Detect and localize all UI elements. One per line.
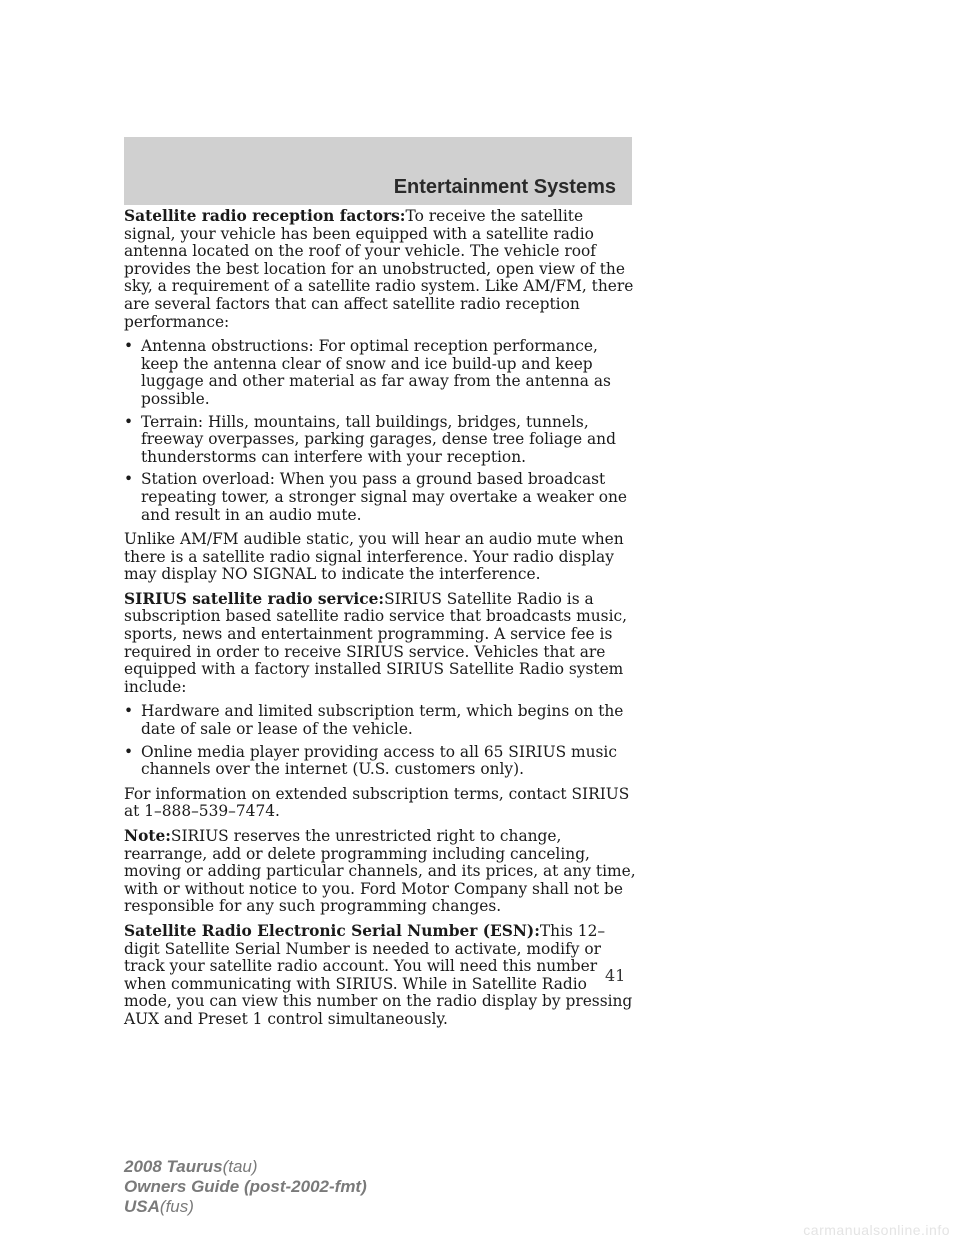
list-item-text: Hardware and limited subscription term, which begins on the date of sale or lease of the vehicle. bbox=[141, 702, 624, 739]
paragraph-label: Satellite radio reception factors: bbox=[124, 207, 406, 225]
list-item-text: Online media player providing access to all 65 SIRIUS music channels over the internet (U.S. customers only). bbox=[141, 742, 617, 779]
paragraph-contact-sirius: For information on extended subscription terms, contact SIRIUS at 1–888–539–7474. bbox=[124, 784, 630, 821]
document-footer bbox=[124, 1157, 367, 1217]
paragraph-audio-mute: Unlike AM/FM audible static, you will hear an audio mute when there is a satellite radio signal interference. Your radio display may display NO SIGNAL to indicate the interference. bbox=[124, 530, 624, 584]
paragraph-text: SIRIUS Satellite Radio is a subscription based satellite radio service that broadcasts music, sports, news and entertainment programming. A service fee is required in order to receive SIRIUS service. Vehicles that are equipped with a factory installed SIRIUS Satellite Radio system include: bbox=[124, 589, 628, 696]
paragraph-sirius-service bbox=[124, 591, 636, 697]
page-content bbox=[124, 208, 636, 1036]
footer-guide: Owners Guide (post-2002-fmt) bbox=[124, 1177, 367, 1196]
paragraph-esn bbox=[124, 923, 636, 1029]
section-header-band bbox=[124, 137, 632, 205]
footer-line bbox=[124, 1157, 367, 1177]
footer-model: 2008 Taurus bbox=[124, 1157, 223, 1176]
bullet-icon: • bbox=[124, 702, 134, 721]
bullet-icon: • bbox=[124, 742, 134, 761]
list-item-text: Terrain: Hills, mountains, tall buildings, bridges, tunnels, freeway overpasses, parking garages, dense tree foliage and thunderstorms can interfere with your reception. bbox=[141, 412, 616, 466]
page-number: 41 bbox=[605, 966, 626, 985]
paragraph-reception-factors bbox=[124, 208, 636, 331]
paragraph-label: Note: bbox=[124, 827, 171, 845]
paragraph-label: SIRIUS satellite radio service: bbox=[124, 589, 385, 608]
paragraph-text: To receive the satellite signal, your vehicle has been equipped with a satellite radio antenna located on the roof of your vehicle. The vehicle roof provides the best location for an unobstructed, open view of the sky, a requirement of a satellite radio system. Like AM/FM, there are several factors that can affect satellite radio reception performance: bbox=[124, 207, 634, 331]
paragraph-text: SIRIUS reserves the unrestricted right to change, rearrange, add or delete programming including canceling, moving or adding particular channels, and its prices, at any time, with or without notice to you. Ford Motor Company shall not be responsible for any such programming changes. bbox=[124, 827, 636, 916]
footer-line bbox=[124, 1197, 367, 1217]
footer-line bbox=[124, 1177, 367, 1197]
footer-model-code: (tau) bbox=[222, 1157, 258, 1176]
watermark-text: carmanualsonline.info bbox=[803, 1222, 950, 1238]
list-item bbox=[124, 703, 636, 738]
sirius-includes-list bbox=[124, 703, 636, 778]
paragraph-text: This 12–digit Satellite Serial Number is needed to activate, modify or track your satellite radio account. You will need this number when communicating with SIRIUS. While in Satellite Radio mode, you can view this number on the radio display by pressing AUX and Preset 1 control simultaneously. bbox=[124, 921, 633, 1028]
list-item-text: Antenna obstructions: For optimal reception performance, keep the antenna clear of snow and ice build-up and keep luggage and other material as far away from the antenna as possible. bbox=[141, 337, 611, 408]
list-item-text: Station overload: When you pass a ground based broadcast repeating tower, a stronger signal may overtake a weaker one and result in an audio mute. bbox=[141, 470, 627, 524]
paragraph-label: Satellite Radio Electronic Serial Number (ESN): bbox=[124, 921, 540, 940]
reception-factors-list bbox=[124, 338, 636, 524]
paragraph-note bbox=[124, 828, 636, 916]
bullet-icon: • bbox=[124, 412, 134, 431]
list-item bbox=[124, 471, 636, 524]
section-title: Entertainment Systems bbox=[393, 176, 616, 198]
list-item bbox=[124, 744, 636, 779]
list-item bbox=[124, 414, 636, 467]
bullet-icon: • bbox=[124, 337, 134, 356]
list-item bbox=[124, 338, 636, 408]
footer-market: USA bbox=[124, 1197, 160, 1216]
footer-market-code: (fus) bbox=[159, 1197, 194, 1216]
bullet-icon: • bbox=[124, 470, 134, 489]
